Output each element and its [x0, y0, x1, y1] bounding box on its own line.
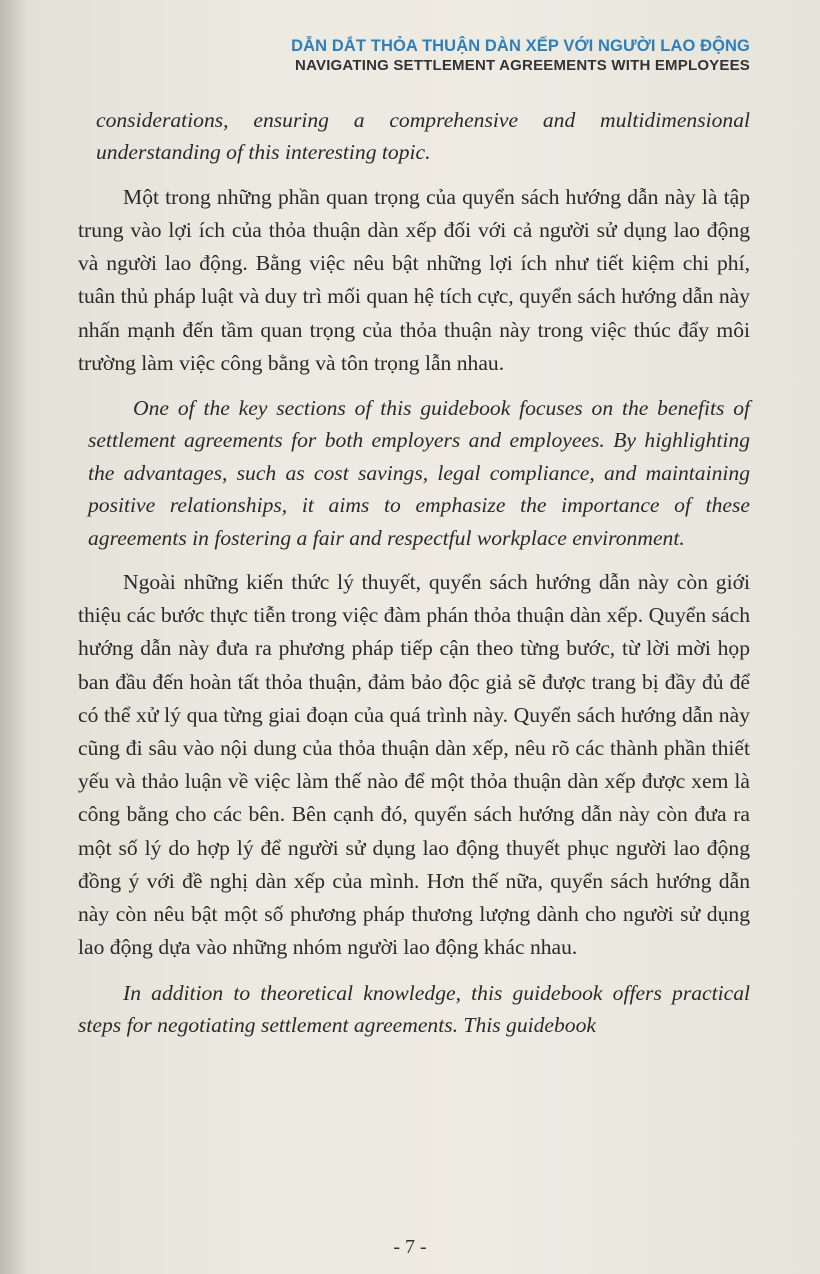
paragraph-english-practical-steps: In addition to theoretical knowledge, this guidebook offers practical steps for negotiating settlement agreements. This guidebook: [78, 980, 750, 1037]
paragraph-continuation-english: considerations, ensuring a comprehensive and multidimensional understanding of this interesting topic.: [96, 108, 750, 165]
header-title-english: NAVIGATING SETTLEMENT AGREEMENTS WITH EMPLOYEES: [295, 56, 750, 74]
paragraph-english-benefits: One of the key sections of this guidebook focuses on the benefits of settlement agreements for both employers and employees. By highlighting the advantages, such as cost savings, legal compliance, and maintaining positive relationships, it aims to emphasize the importance of these agreements in fostering a fair and respectful workplace environment.: [88, 396, 750, 550]
running-header: [291, 36, 750, 75]
spine-shadow: [0, 0, 28, 1274]
paragraph-vietnamese-benefits: Một trong những phần quan trọng của quyển sách hướng dẫn này là tập trung vào lợi ích của thỏa thuận dàn xếp đối với cả người sử dụng lao động và người lao động. Bằng việc nêu bật những lợi ích như tiết kiệm chi phí, tuân thủ pháp luật và duy trì mối quan hệ tích cực, quyển sách hướng dẫn này nhấn mạnh đến tầm quan trọng của thỏa thuận này trong việc thúc đẩy môi trường làm việc công bằng và tôn trọng lẫn nhau.: [78, 184, 750, 375]
header-title-vietnamese: DẪN DẮT THỎA THUẬN DÀN XẾP VỚI NGƯỜI LAO ĐỘNG: [291, 37, 750, 55]
page-number: - 7 -: [393, 1236, 427, 1258]
paragraph-vietnamese-practical-steps: Ngoài những kiến thức lý thuyết, quyển sách hướng dẫn này còn giới thiệu các bước thực tiễn trong việc đàm phán thỏa thuận dàn xếp. Quyển sách hướng dẫn này đưa ra phương pháp tiếp cận theo từng bước, từ lời mời họp ban đầu đến hoàn tất thỏa thuận, đảm bảo độc giả sẽ được trang bị đầy đủ để có thể xử lý qua từng giai đoạn của quá trình này. Quyển sách hướng dẫn này cũng đi sâu vào nội dung của thỏa thuận dàn xếp, nêu rõ các thành phần thiết yếu và thảo luận về việc làm thế nào để một thỏa thuận dàn xếp được xem là công bằng cho các bên. Bên cạnh đó, quyển sách hướng dẫn này còn đưa ra một số lý do hợp lý để người sử dụng lao động thuyết phục người lao động đồng ý với đề nghị dàn xếp của mình. Hơn thế nữa, quyển sách hướng dẫn này còn nêu bật một số phương pháp thương lượng dành cho người sử dụng lao động dựa vào những nhóm người lao động khác nhau.: [78, 570, 750, 960]
body-text: [78, 104, 750, 1041]
